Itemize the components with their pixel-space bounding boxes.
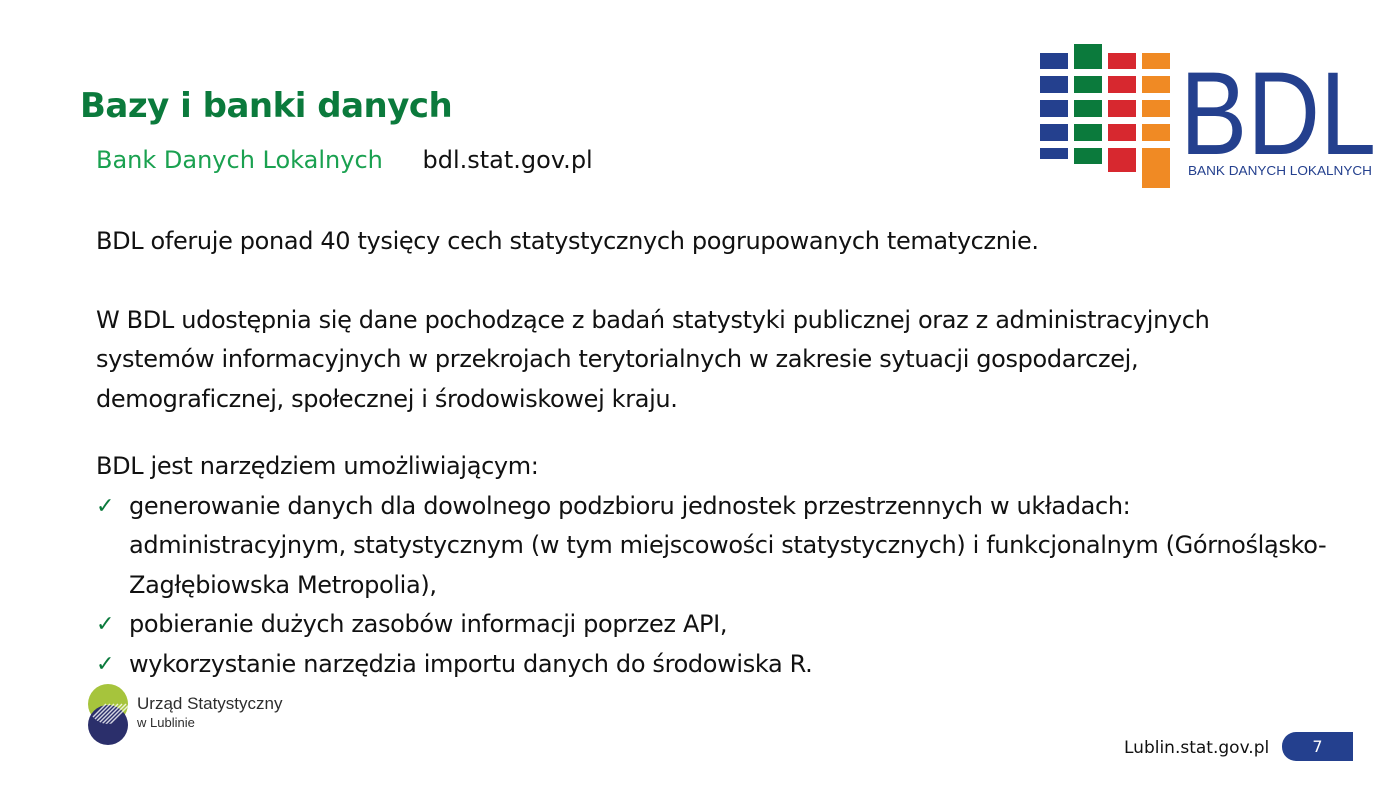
list-intro: BDL jest narzędziem umożliwiającym: bbox=[96, 452, 539, 480]
description-line: demograficznej, społecznej i środowiskowej kraju. bbox=[96, 384, 678, 413]
slide-title: Bazy i banki danych bbox=[80, 86, 453, 126]
description-paragraph bbox=[96, 301, 1366, 420]
bdl-logo-icon bbox=[1036, 38, 1378, 192]
checkmark-icon: ✓ bbox=[96, 612, 115, 637]
list-item-line: administracyjnym, statystycznym (w tym miejscowości statystycznych) i funkcjonalnym (Górnośląsko- bbox=[129, 531, 1327, 559]
page-number-badge: 7 bbox=[1282, 732, 1353, 761]
feature-list bbox=[96, 487, 1366, 685]
bdl-url: bdl.stat.gov.pl bbox=[422, 146, 593, 174]
subtitle: Bank Danych Lokalnych bbox=[96, 146, 383, 174]
checkmark-icon: ✓ bbox=[96, 651, 115, 677]
bdl-grid-icon bbox=[1040, 44, 1170, 188]
description-line: systemów informacyjnych w przekrojach terytorialnych w zakresie sytuacji gospodarczej, bbox=[96, 345, 1139, 373]
intro-paragraph: BDL oferuje ponad 40 tysięcy cech statystycznych pogrupowanych tematycznie. bbox=[96, 227, 1039, 255]
footer-site-link[interactable]: Lublin.stat.gov.pl bbox=[1124, 738, 1270, 758]
list-item-line: Zagłębiowska Metropolia), bbox=[129, 570, 437, 599]
list-item bbox=[96, 645, 1366, 685]
checkmark-icon: ✓ bbox=[96, 493, 115, 519]
slide-content bbox=[96, 222, 1366, 684]
subtitle-row bbox=[96, 146, 593, 174]
description-line: W BDL udostępnia się dane pochodzące z badań statystyki publicznej oraz z administracyjnych bbox=[96, 305, 1210, 334]
list-item bbox=[96, 605, 1366, 645]
list-item-line: generowanie danych dla dowolnego podzbioru jednostek przestrzennych w układach: bbox=[129, 491, 1131, 520]
bdl-logo-letters: BDL bbox=[1180, 48, 1376, 180]
org-city: w Lublinie bbox=[137, 715, 195, 730]
list-item bbox=[96, 487, 1366, 606]
org-name: Urząd Statystyczny bbox=[137, 694, 283, 713]
list-item-line: pobieranie dużych zasobów informacji poprzez API, bbox=[129, 610, 728, 638]
list-item-line: wykorzystanie narzędzia importu danych do środowiska R. bbox=[129, 649, 813, 678]
bdl-logo-caption: BANK DANYCH LOKALNYCH bbox=[1188, 163, 1372, 178]
